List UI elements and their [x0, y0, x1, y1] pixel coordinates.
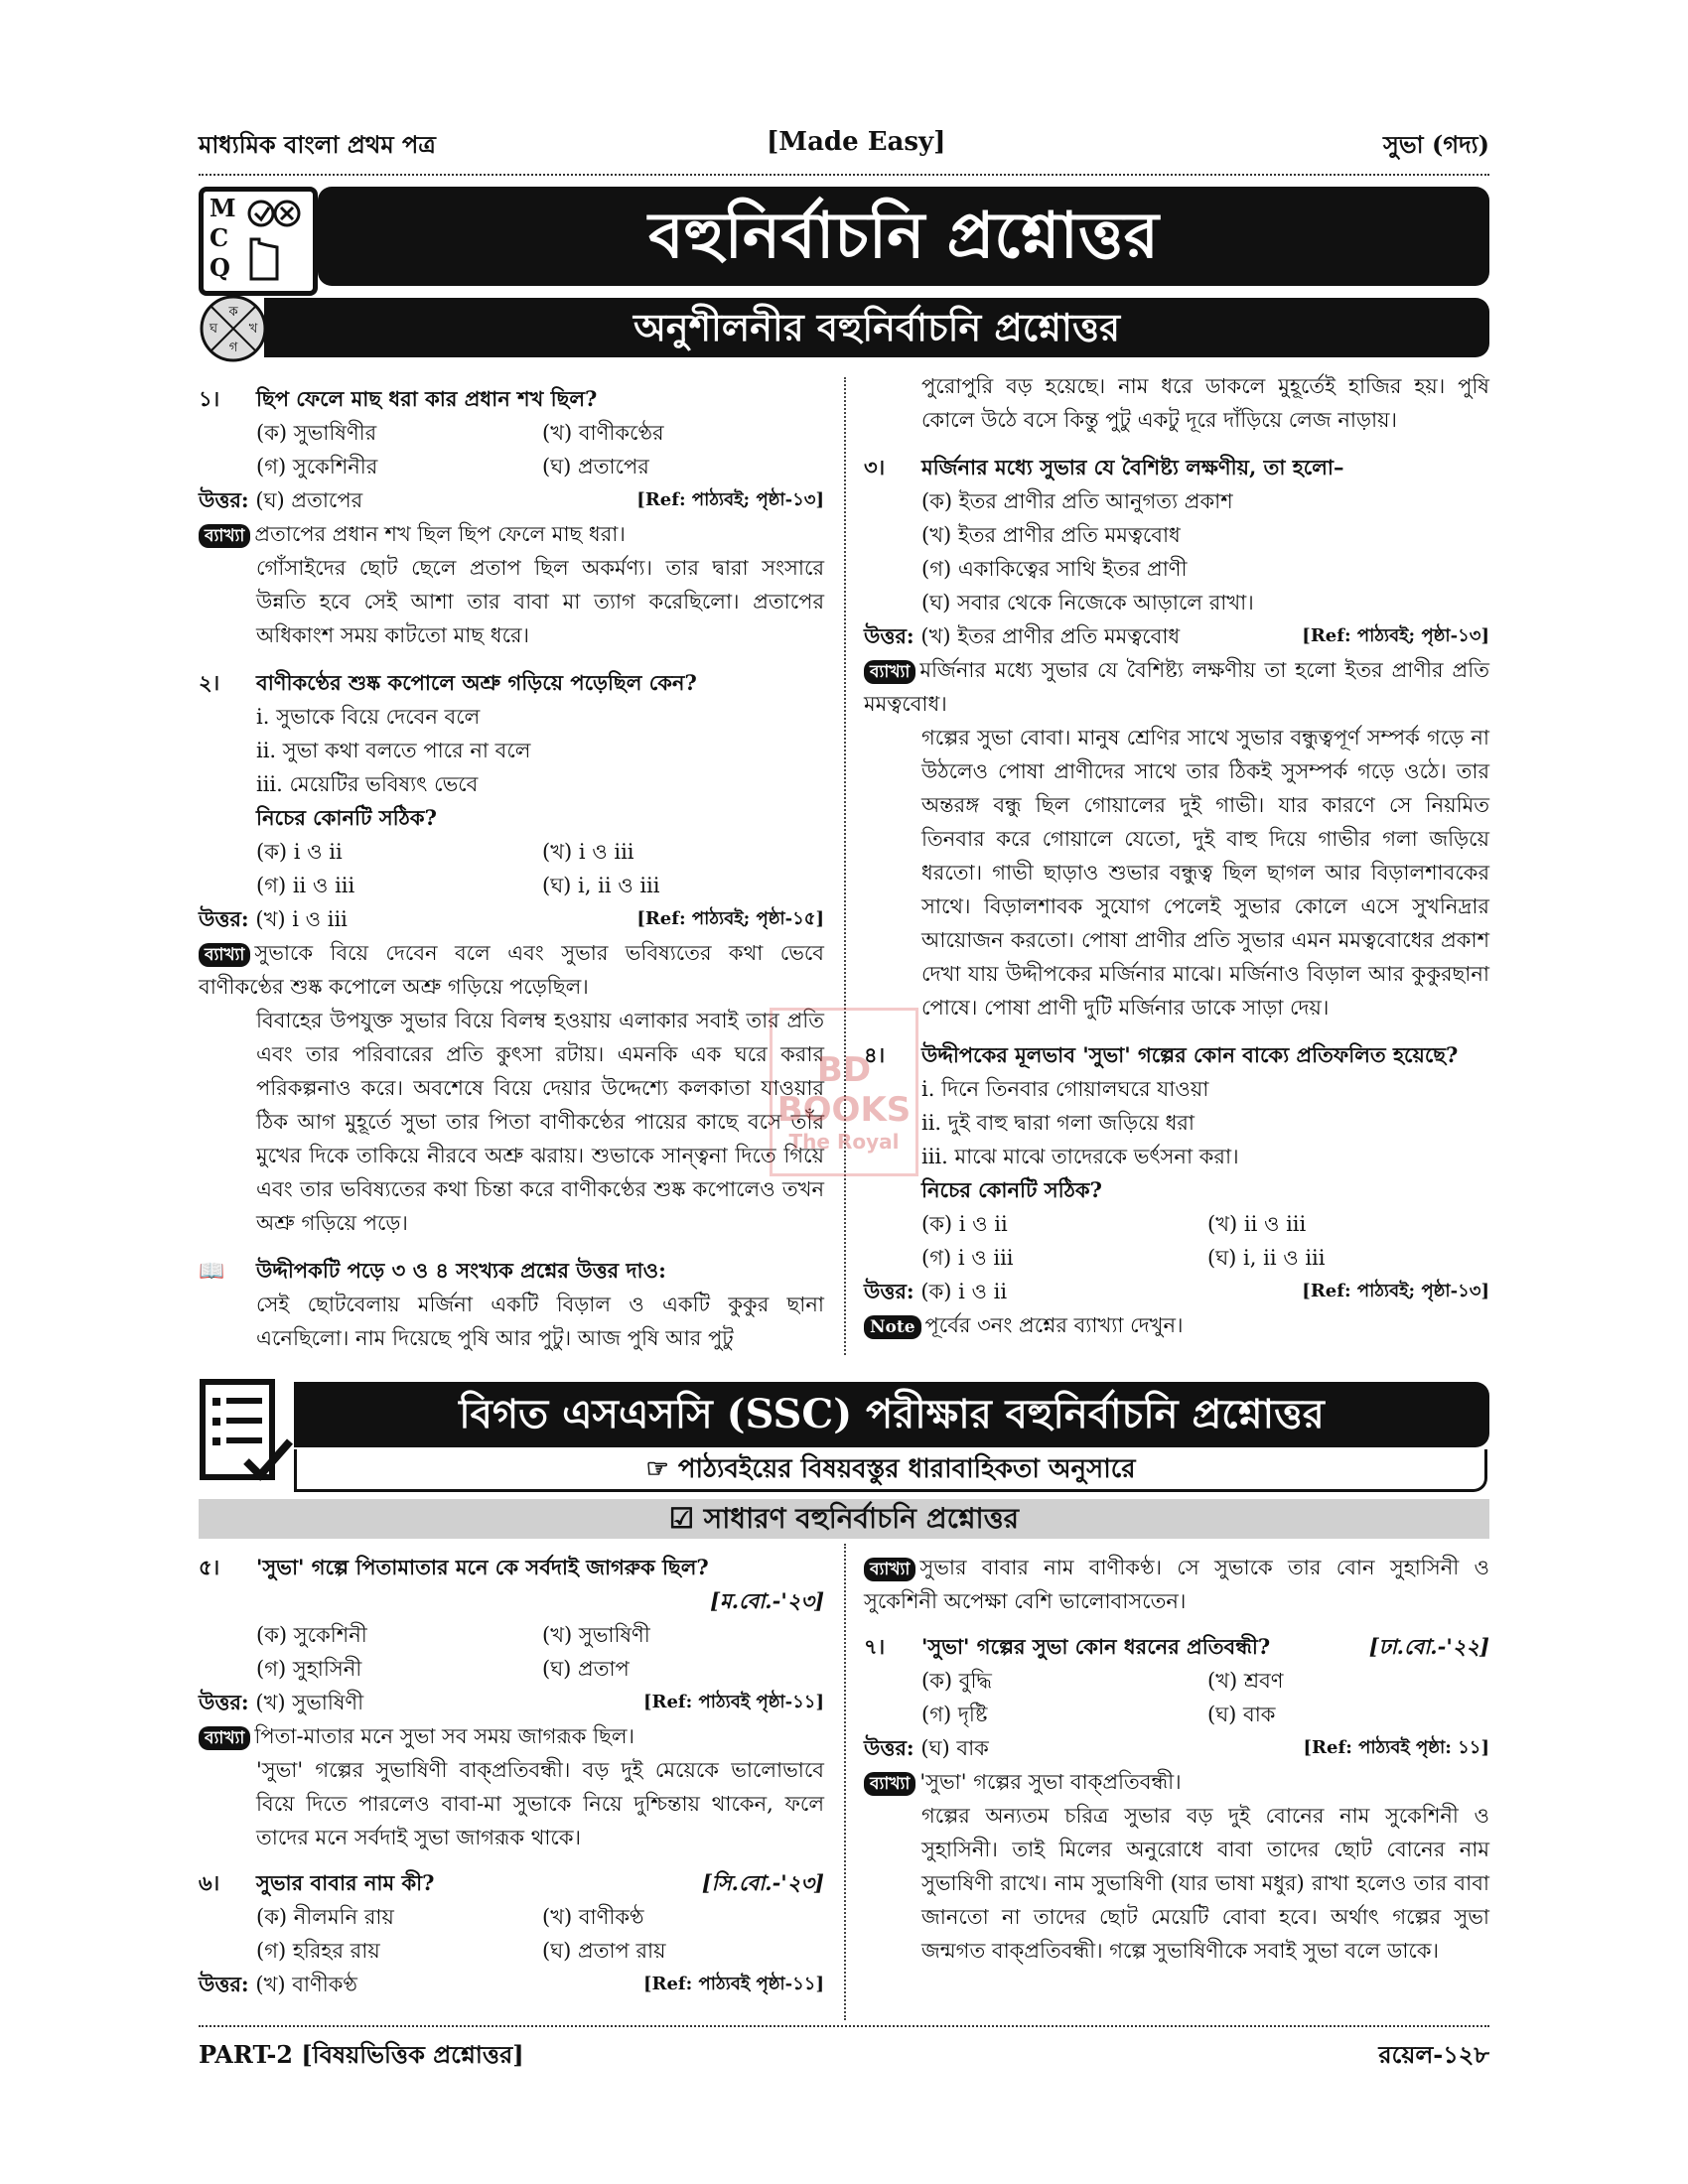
option: (ঘ) বাক [1207, 1703, 1276, 1726]
compass-label: ঘ [209, 322, 218, 337]
option: (ঘ) সবার থেকে নিজেকে আড়ালে রাখা। [921, 591, 1254, 614]
reference: [Ref: পাঠ্যবই; পৃষ্ঠা-১৩] [1302, 1281, 1489, 1301]
section1-left-column [199, 382, 824, 1355]
explanation-tag: ব্যাখ্যা [199, 943, 250, 967]
which-correct: নিচের কোনটি সঠিক? [921, 1177, 1102, 1202]
answer: (ঘ) প্রতাপের [255, 488, 363, 512]
option: (খ) ii ও iii [1207, 1212, 1307, 1236]
header-made-easy: [Made Easy] [767, 127, 946, 157]
footer-part: PART-2 [বিষয়ভিত্তিক প্রশ্নোত্তর] [199, 2040, 524, 2069]
reference: [Ref: পাঠ্যবই; পৃষ্ঠা-১৩] [636, 489, 824, 510]
mcq-letters: MCQ [210, 194, 236, 282]
explanation-tag: ব্যাখ্যা [864, 660, 915, 684]
explanation-lead: সুভার বাবার নাম বাণীকণ্ঠ। সে সুভাকে তার বোন সুহাসিনী ও সুকেশিনী অপেক্ষা বেশি ভালোবাসতেন। [864, 1556, 1489, 1613]
explanation-body: গল্পের অন্যতম চরিত্র সুভার বড় দুই বোনের নাম সুকেশিনী ও সুহাসিনী। তাই মিলের অনুরোধে বাবা তাদের ছোট বোনের নাম সুভাষিণী রাখে। নাম সুভাষিণী (যার ভাষা মধুর) রাখা হলেও তার বাবা জানতো না তাদের ছোট মেয়েটি বোবা হবে। অর্থাৎ গল্পের সুভা জন্মগত বাক্প্রতিবন্ধী। গল্পে সুভাষিণীকে সবাই সুভা বলে ডাকে। [921, 1804, 1489, 1963]
column-divider [844, 1544, 846, 2020]
header-chapter: সুভা (গদ্য) [1382, 130, 1489, 159]
question-text: উদ্দীপকের মূলভাব 'সুভা' গল্পের কোন বাক্যে প্রতিফলিত হয়েছে? [921, 1042, 1459, 1067]
answer-label: উত্তর: [864, 1279, 914, 1303]
explanation-body: বিবাহের উপযুক্ত সুভার বিয়ে বিলম্ব হওয়ায় এলাকার সবাই তার প্রতি এবং তার পরিবারের প্রতি কুৎসা রটায়। এমনকি এক ঘরে করার পরিকল্পনাও করে। অবশেষে বিয়ে দেয়ার উদ্দেশ্যে কলকাতা যাওয়ার ঠিক আগ মুহূর্তে সুভা তার পিতা বাণীকণ্ঠের পায়ের কাছে বসে তাঁর মুখের দিকে তাকিয়ে নীরবে অশ্রু ঝরায়। শুভাকে সান্ত্বনা দিতে গিয়ে এবং তার ভবিষ্যতের কথা চিন্তা করে বাণীকণ্ঠের শুষ্ক কপোলেও তখন অশ্রু গড়িয়ে পড়ে। [256, 1009, 824, 1235]
answer-label: উত্তর: [199, 906, 249, 931]
question-text: মর্জিনার মধ্যে সুভার যে বৈশিষ্ট্য লক্ষণীয়, তা হলো– [921, 455, 1344, 479]
general-mcq-title: ☑ সাধারণ বহুনির্বাচনি প্রশ্নোত্তর [199, 1499, 1489, 1539]
reference: [Ref: পাঠ্যবই; পৃষ্ঠা-১৩] [1302, 625, 1489, 646]
main-title-banner [318, 187, 1489, 286]
compass-label: গ [228, 341, 238, 355]
mcq-icon [199, 187, 318, 296]
watermark-line2: The Royal [788, 1130, 900, 1154]
explanation-tag: ব্যাখ্যা [864, 1772, 915, 1796]
reference: [Ref: পাঠ্যবই পৃষ্ঠা: ১১] [1303, 1737, 1489, 1758]
option: (গ) একাকিত্বের সাথি ইতর প্রাণী [921, 557, 1188, 581]
compass-icon [199, 294, 268, 363]
option: (ঘ) প্রতাপের [542, 455, 649, 478]
section2-right-column [864, 1551, 1489, 1968]
board-tag: [ম.বো.-'২৩] [710, 1588, 824, 1613]
answer: (খ) বাণীকণ্ঠ [255, 1973, 357, 1996]
explanation-tag: ব্যাখ্যা [864, 1558, 915, 1581]
answer: (খ) i ও iii [255, 907, 348, 931]
stimulus-continued: পুরোপুরি বড় হয়েছে। নাম ধরে ডাকলে মুহূর্তেই হাজির হয়। পুষি কোলে উঠে বসে কিন্তু পুটু একটু দূরে দাঁড়িয়ে লেজ নাড়ায়। [921, 374, 1489, 432]
sub-title: অনুশীলনীর বহুনির্বাচনি প্রশ্নোত্তর [633, 305, 1121, 349]
statement: ii. সুভা কথা বলতে পারে না বলে [256, 739, 531, 762]
question-number: ৩। [864, 455, 886, 479]
question-5 [199, 1551, 824, 1854]
answer-label: উত্তর: [199, 487, 249, 512]
option: (গ) দৃষ্টি [921, 1703, 988, 1726]
question-number: ১। [199, 386, 220, 411]
explanation-body: গল্পের সুভা বোবা। মানুষ শ্রেণির সাথে সুভার বন্ধুত্বপূর্ণ সম্পর্ক গড়ে না উঠলেও পোষা প্রাণীদের সাথে তার ঠিকই সুসম্পর্ক গড়ে ওঠে। তার অন্তরঙ্গ বন্ধু ছিল গোয়ালের দুই গাভী। যার কারণে সে নিয়মিত তিনবার করে গোয়ালে যেতো, দুই বাহু দিয়ে গাভীর গলা জড়িয়ে ধরতো। গাভী ছাড়াও শুভার বন্ধুত্ব ছিল ছাগল আর বিড়ালশাবকের সাথে। বিড়ালশাবক সুযোগ পেলেই সুভার কোলে এসে সুখনিদ্রার আয়োজন করতো। পোষা প্রাণীর প্রতি সুভার এমন মমত্ববোধের প্রকাশ দেখা যায় উদ্দীপকের মর্জিনার মাঝে। মর্জিনাও বিড়াল আর কুকুরছানা পোষে। পোষা প্রাণী দুটি মর্জিনার ডাকে সাড়া দেয়। [921, 726, 1489, 1020]
ssc-title: বিগত এসএসসি (SSC) পরীক্ষার বহুনির্বাচনি প্রশ্নোত্তর [459, 1391, 1325, 1437]
question-text: সুভার বাবার নাম কী? [256, 1870, 435, 1895]
question-text: ছিপ ফেলে মাছ ধরা কার প্রধান শখ ছিল? [256, 386, 598, 411]
question-text: 'সুভা' গল্পের সুভা কোন ধরনের প্রতিবন্ধী? [921, 1634, 1271, 1659]
answer-label: উত্তর: [864, 623, 914, 648]
option: (ঘ) প্রতাপ [542, 1657, 630, 1681]
reference: [Ref: পাঠ্যবই পৃষ্ঠা-১১] [642, 1692, 824, 1712]
option: (গ) i ও iii [921, 1246, 1014, 1270]
option: (ক) ইতর প্রাণীর প্রতি আনুগত্য প্রকাশ [921, 489, 1233, 513]
option: (খ) i ও iii [542, 840, 634, 864]
option: (ক) সুভাষিণীর [256, 421, 377, 445]
board-tag: [সি.বো.-'২৩] [701, 1870, 824, 1895]
question-2 [199, 666, 824, 1240]
note-tag: Note [864, 1315, 921, 1339]
explanation-lead: সুভাকে বিয়ে দেবেন বলে এবং সুভার ভবিষ্যতের কথা ভেবে বাণীকণ্ঠের শুষ্ক কপোলে অশ্রু গড়িয়ে পড়েছিল। [199, 941, 824, 999]
footer-page-number: রয়েল-১২৮ [1378, 2040, 1489, 2069]
question-number: ৬। [199, 1870, 220, 1895]
question-number: ৫। [199, 1555, 220, 1579]
answer: (খ) সুভাষিণী [255, 1691, 364, 1714]
option: (গ) হরিহর রায় [256, 1939, 380, 1963]
question-7 [864, 1630, 1489, 1968]
watermark [770, 1008, 918, 1176]
section1-right-column [864, 369, 1489, 1342]
column-divider [844, 377, 846, 1355]
option: (ক) বুদ্ধি [921, 1669, 992, 1693]
footer-divider [199, 2025, 1489, 2027]
option: (ক) i ও ii [256, 840, 343, 864]
statement: iii. মাঝে মাঝে তাদেরকে ভর্ৎসনা করা। [921, 1145, 1239, 1168]
answer-label: উত্তর: [199, 1690, 249, 1714]
option: (ক) নীলমনি রায় [256, 1905, 394, 1929]
question-3 [864, 451, 1489, 1024]
answer: (ক) i ও ii [920, 1280, 1008, 1303]
question-text: 'সুভা' গল্পে পিতামাতার মনে কে সর্বদাই জাগরুক ছিল? [256, 1555, 709, 1579]
option: (ক) সুকেশিনী [256, 1623, 367, 1647]
reference: [Ref: পাঠ্যবই; পৃষ্ঠা-১৫] [636, 908, 824, 929]
explanation-lead: মর্জিনার মধ্যে সুভার যে বৈশিষ্ট্য লক্ষণীয় তা হলো ইতর প্রাণীর প্রতি মমত্ববোধ। [864, 658, 1489, 716]
watermark-line1: BD BOOKS [776, 1050, 912, 1130]
question-number: ২। [199, 670, 220, 695]
note-text: পূর্বের ৩নং প্রশ্নের ব্যাখ্যা দেখুন। [924, 1313, 1184, 1337]
explanation-lead: প্রতাপের প্রধান শখ ছিল ছিপ ফেলে মাছ ধরা। [254, 522, 626, 546]
explanation-body: 'সুভা' গল্পের সুভাষিণী বাক্প্রতিবন্ধী। বড় দুই মেয়েকে ভালোভাবে বিয়ে দিতে পারলেও বাবা-মা সুভাকে নিয়ে দুশ্চিন্তায় থাকেন, ফলে তাদের মনে সর্বদাই সুভা জাগরূক থাকে। [256, 1758, 824, 1849]
header-divider [199, 174, 1489, 176]
checklist-icon [199, 1378, 294, 1489]
option: (গ) ii ও iii [256, 874, 355, 897]
header-book-title: মাধ্যমিক বাংলা প্রথম পত্র [199, 130, 436, 159]
ssc-title-banner [294, 1382, 1489, 1447]
board-tag: [ঢা.বো.-'২২] [1368, 1634, 1489, 1659]
stimulus [199, 1254, 824, 1355]
question-number: ৪। [864, 1042, 886, 1067]
option: (গ) সুহাসিনী [256, 1657, 362, 1681]
option: (খ) শ্রবণ [1207, 1669, 1284, 1693]
answer: (ঘ) বাক [920, 1736, 989, 1760]
explanation-tag: ব্যাখ্যা [199, 1726, 250, 1750]
option: (ঘ) i, ii ও iii [1207, 1246, 1326, 1270]
question-6 [199, 1866, 824, 2001]
question-text: বাণীকণ্ঠের শুষ্ক কপোলে অশ্রু গড়িয়ে পড়েছিল কেন? [256, 670, 697, 695]
answer: (খ) ইতর প্রাণীর প্রতি মমত্ববোধ [920, 624, 1181, 648]
option: (ঘ) i, ii ও iii [542, 874, 660, 897]
section2-left-column [199, 1551, 824, 2001]
main-title: বহুনির্বাচনি প্রশ্নোত্তর [648, 199, 1159, 273]
reference: [Ref: পাঠ্যবই পৃষ্ঠা-১১] [642, 1974, 824, 1994]
explanation-body: গোঁসাইদের ছোট ছেলে প্রতাপ ছিল অকর্মণ্য। তার দ্বারা সংসারে উন্নতি হবে সেই আশা তার বাবা মা ত্যাগ করেছিলো। প্রতাপের অধিকাংশ সময় কাটতো মাছ ধরে। [256, 556, 824, 647]
option: (খ) বাণীকণ্ঠ [542, 1905, 644, 1929]
option: (ঘ) প্রতাপ রায় [542, 1939, 666, 1963]
explanation-lead: পিতা-মাতার মনে সুভা সব সময় জাগরূক ছিল। [254, 1724, 634, 1748]
question-4 [864, 1038, 1489, 1342]
statement: i. সুভাকে বিয়ে দেবেন বলে [256, 705, 481, 729]
explanation-tag: ব্যাখ্যা [199, 524, 250, 548]
answer-label: উত্তর: [864, 1735, 914, 1760]
statement: i. দিনে তিনবার গোয়ালঘরে যাওয়া [921, 1077, 1209, 1101]
sub-title-banner [264, 298, 1489, 357]
ssc-subtitle: ☞ পাঠ্যবইয়ের বিষয়বস্তুর ধারাবাহিকতা অনুসারে [294, 1449, 1487, 1492]
hand-pointer-icon [237, 196, 307, 285]
explanation-lead: 'সুভা' গল্পের সুভা বাক্প্রতিবন্ধী। [919, 1770, 1182, 1794]
option: (ক) i ও ii [921, 1212, 1008, 1236]
option: (গ) সুকেশিনীর [256, 455, 378, 478]
statement: iii. মেয়েটির ভবিষ্যৎ ভেবে [256, 772, 479, 796]
question-1 [199, 382, 824, 652]
book-icon: 📖 [199, 1258, 225, 1283]
compass-label: ক [228, 305, 238, 320]
option: (খ) বাণীকণ্ঠের [542, 421, 664, 445]
stimulus-body: সেই ছোটবেলায় মর্জিনা একটি বিড়াল ও একটি কুকুর ছানা এনেছিলো। নাম দিয়েছে পুষি আর পুটু। আজ পুষি আর পুটু [256, 1293, 824, 1350]
compass-label: খ [248, 322, 258, 337]
stimulus-heading: উদ্দীপকটি পড়ে ৩ ও ৪ সংখ্যক প্রশ্নের উত্তর দাও: [256, 1258, 666, 1283]
option: (খ) ইতর প্রাণীর প্রতি মমত্ববোধ [921, 523, 1181, 547]
option: (খ) সুভাষিণী [542, 1623, 650, 1647]
statement: ii. দুই বাহু দ্বারা গলা জড়িয়ে ধরা [921, 1111, 1196, 1135]
question-number: ৭। [864, 1634, 886, 1659]
answer-label: উত্তর: [199, 1972, 249, 1996]
which-correct: নিচের কোনটি সঠিক? [256, 805, 437, 830]
